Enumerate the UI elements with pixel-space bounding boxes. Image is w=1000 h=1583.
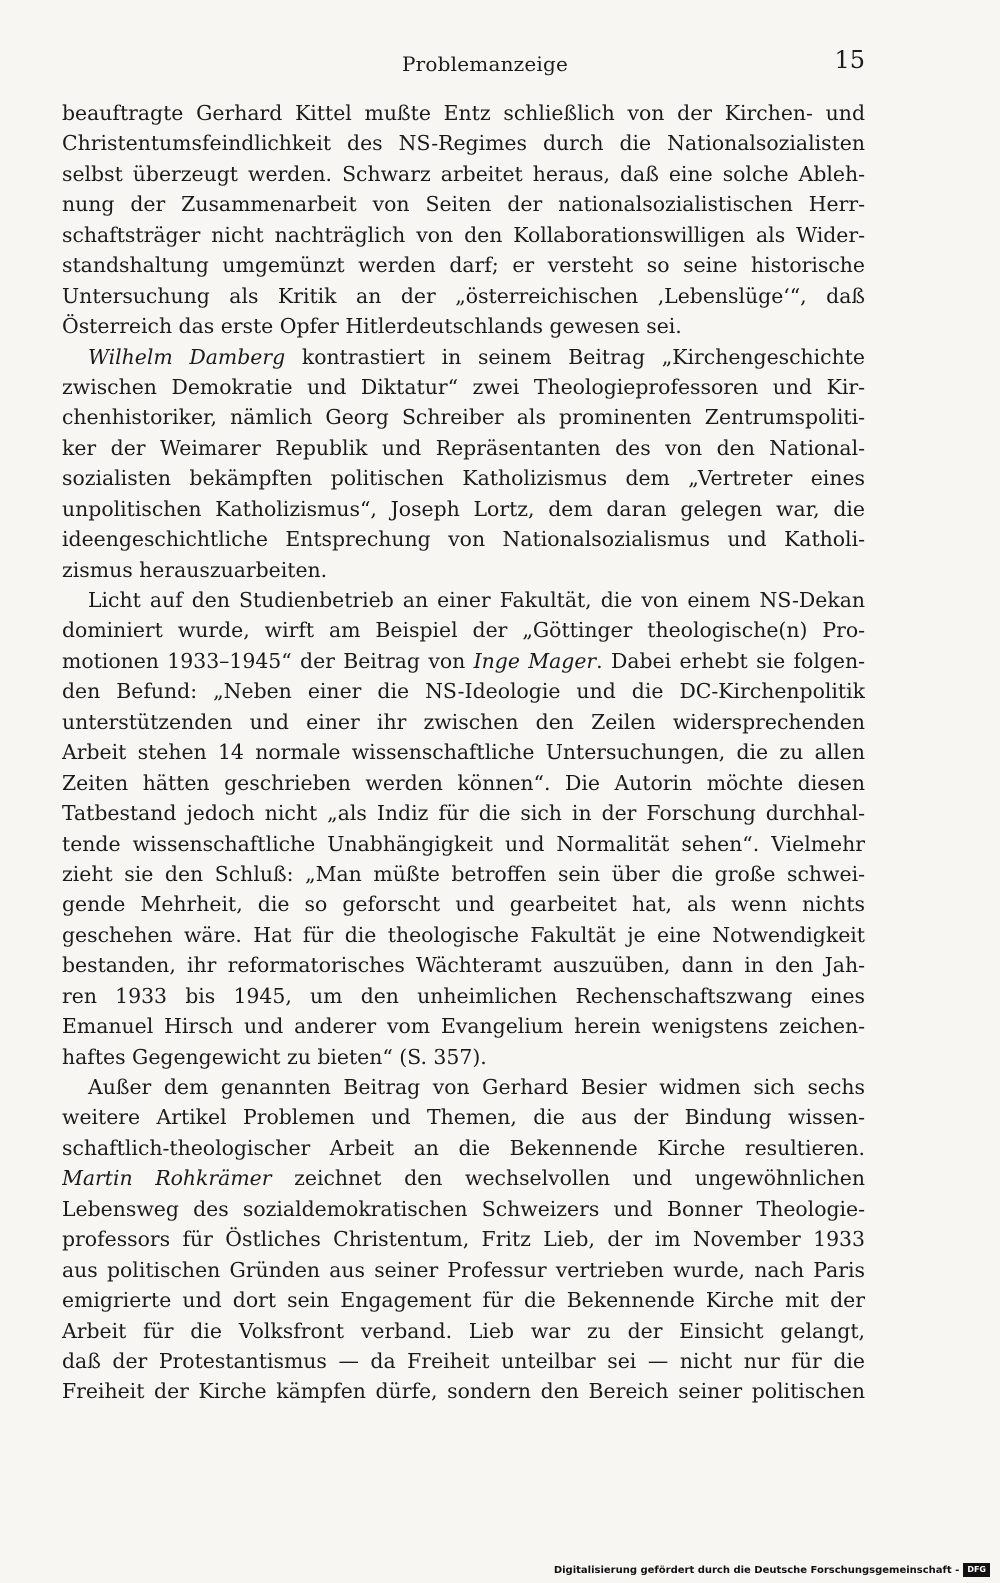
text-line: professors für Östliches Christentum, Fritz Lieb, der im November 1933 [62, 1227, 865, 1252]
text-line: tende wissenschaftliche Unabhängigkeit und Normalität sehen“. Vielmehr [62, 831, 865, 856]
text-line: geschehen wäre. Hat für die theologische Fakultät je eine Notwendigkeit [62, 922, 865, 947]
text-line: aus politischen Gründen aus seiner Professur vertrieben wurde, nach Paris [62, 1257, 865, 1282]
page-number: 15 [834, 46, 865, 74]
text-line: zieht sie den Schluß: „Man müßte betroffen sein über die große schwei- [62, 861, 865, 886]
author-name: Wilhelm Damberg [88, 344, 286, 369]
text-line: ren 1933 bis 1945, um den unheimlichen Rechenschaftszwang eines [62, 983, 865, 1008]
text-line: chenhistoriker, nämlich Georg Schreiber als prominenten Zentrumspoliti- [62, 405, 865, 430]
text-line: selbst überzeugt werden. Schwarz arbeitet heraus, daß eine solche Ableh- [62, 161, 865, 186]
text-line: schaftlich-theologischer Arbeit an die Bekennende Kirche resultieren. [62, 1135, 865, 1160]
text-line: Arbeit stehen 14 normale wissenschaftliche Untersuchungen, die zu allen [62, 740, 865, 765]
text-line: Martin Rohkrämer zeichnet den wechselvollen und ungewöhnlichen [62, 1166, 865, 1191]
text-line: Christentumsfeindlichkeit des NS-Regimes durch die Nationalsozialisten [62, 131, 865, 156]
text-line: ideengeschichtliche Entsprechung von Nationalsozialismus und Katholi- [62, 527, 865, 552]
body-text [62, 98, 865, 1407]
author-name: Martin Rohkrämer [62, 1166, 272, 1191]
text-line: unpolitischen Katholizismus“, Joseph Lortz, dem daran gelegen war, die [62, 496, 865, 521]
funding-credit: Digitalisierung gefördert durch die Deutsche Forschungsgemeinschaft - [553, 1564, 960, 1576]
text-line: nung der Zusammenarbeit von Seiten der nationalsozialistischen Herr- [62, 192, 865, 217]
running-head: Problemanzeige [402, 52, 569, 76]
text-line: Arbeit für die Volksfront verband. Lieb war zu der Einsicht gelangt, [62, 1318, 865, 1343]
text-line: motionen 1933–1945“ der Beitrag von Inge Mager. Dabei erhebt sie folgen- [62, 648, 865, 673]
text-line: Außer dem genannten Beitrag von Gerhard Besier widmen sich sechs [88, 1075, 865, 1099]
text-line: Lebensweg des sozialdemokratischen Schweizers und Bonner Theologie- [62, 1196, 865, 1221]
text-line: haftes Gegengewicht zu bieten“ (S. 357). [62, 1044, 487, 1069]
text-line: bestanden, ihr reformatorisches Wächteramt auszuüben, dann in den Jah- [62, 953, 865, 978]
text-line: Untersuchung als Kritik an der „österreichischen ‚Lebenslüge‘“, daß [62, 283, 865, 308]
text-line: den Befund: „Neben einer die NS-Ideologie und die DC-Kirchenpolitik [62, 679, 865, 704]
text-line: daß der Protestantismus — da Freiheit unteilbar sei — nicht nur für die [62, 1348, 865, 1373]
text-line: Licht auf den Studienbetrieb an einer Fakultät, die von einem NS-Dekan [88, 588, 865, 612]
text-line: standshaltung umgemünzt werden darf; er versteht so seine historische [62, 253, 865, 278]
text-line: Freiheit der Kirche kämpfen dürfe, sondern den Bereich seiner politischen [62, 1379, 865, 1404]
text-line: zwischen Demokratie und Diktatur“ zwei Theologieprofessoren und Kir- [62, 374, 865, 399]
text-line: Wilhelm Damberg kontrastiert in seinem Beitrag „Kirchengeschichte [88, 344, 865, 369]
dfg-logo: DFG [963, 1563, 990, 1577]
text-line: Tatbestand jedoch nicht „als Indiz für die sich in der Forschung durchhal- [62, 801, 865, 826]
text-line: sozialisten bekämpften politischen Katholizismus dem „Vertreter eines [62, 466, 865, 491]
text-line: unterstützenden und einer ihr zwischen den Zeilen widersprechenden [62, 709, 865, 734]
text-line: Emanuel Hirsch und anderer vom Evangelium herein wenigstens zeichen- [62, 1014, 865, 1039]
page-header [62, 46, 865, 86]
text-line: beauftragte Gerhard Kittel mußte Entz schließlich von der Kirchen- und [62, 101, 865, 125]
author-name: Inge Mager [473, 648, 597, 673]
text-line: Österreich das erste Opfer Hitlerdeutschlands gewesen sei. [62, 314, 682, 339]
digitization-footer [554, 1563, 990, 1577]
text-line: Zeiten hätten geschrieben werden können“. Die Autorin möchte diesen [62, 770, 865, 795]
text-line: ker der Weimarer Republik und Repräsentanten des von den National- [62, 435, 865, 460]
text-line: emigrierte und dort sein Engagement für die Bekennende Kirche mit der [62, 1288, 865, 1313]
text-line: zismus herauszuarbeiten. [62, 557, 328, 582]
text-line: gende Mehrheit, die so geforscht und gearbeitet hat, als wenn nichts [62, 892, 865, 917]
text-line: dominiert wurde, wirft am Beispiel der „Göttinger theologische(n) Pro- [62, 618, 865, 643]
text-line: weitere Artikel Problemen und Themen, die aus der Bindung wissen- [62, 1105, 865, 1130]
text-line: schaftsträger nicht nachträglich von den Kollaborationswilligen als Wider- [62, 222, 865, 247]
